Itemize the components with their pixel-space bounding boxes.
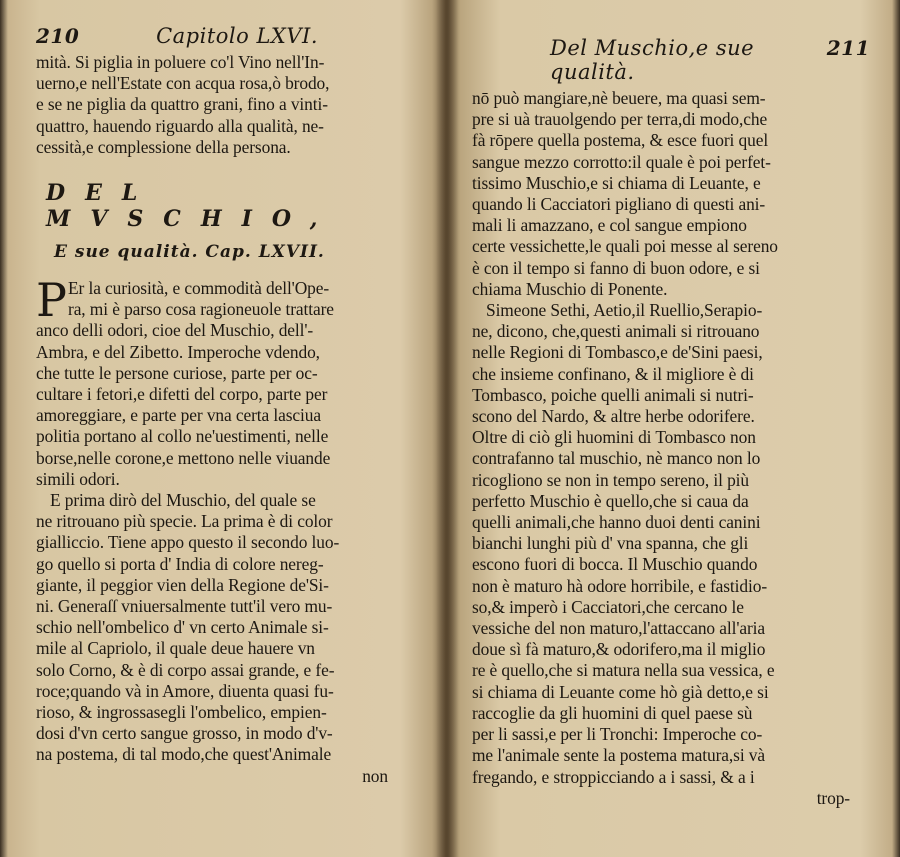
text-line: me l'animale sente la postema matura,si và [472, 745, 766, 766]
text-line: ne ritrouano più specie. La prima è di color [36, 511, 333, 532]
text-line: uerno,e nell'Estate con acqua rosa,ò brodo, [36, 73, 330, 94]
right-running-title: Del Muschio,e sue qualità. [550, 36, 755, 84]
text-line: gialliccio. Tiene appo questo il secondo luo- [36, 532, 340, 553]
text-line: ne, dicono, che,questi animali si ritrouano [472, 321, 760, 342]
right-catchword: trop- [816, 787, 850, 808]
text-line: pre si uà trauolgendo per terra,di modo,che [472, 109, 768, 130]
text-line: go quello si porta d' India di colore nereg- [36, 553, 324, 574]
text-line: è con il tempo si fanno di buon odore, e si [472, 257, 760, 278]
text-line: solo Corno, & è di corpo assai grande, e fe- [36, 659, 335, 680]
text-line: anco delli odori, cioe del Muschio, dell'- [36, 320, 314, 341]
text-line: Oltre di ciò gli huomini di Tombasco non [472, 427, 756, 448]
text-line: ni. Generaſſ vniuersalmente tutt'il vero mu- [36, 596, 333, 617]
text-line: per li sassi,e per li Tronchi: Imperoche co- [472, 724, 763, 745]
text-line: ricogliono se non in tempo sereno, il più [472, 469, 750, 490]
text-line: quando li Cacciatori pigliano di questi ani- [472, 194, 766, 215]
text-line: cultare i fetori,e difetti del corpo, parte per [36, 384, 328, 405]
text-line: scono del Nardo, & altre herbe odorifere. [472, 406, 755, 427]
text-line: fà rōpere quella postema, & esce fuori quel [472, 130, 769, 151]
text-line: e se ne piglia da quattro grani, fino a vinti- [36, 94, 328, 115]
right-running-head [472, 36, 870, 84]
text-line: Simeone Sethi, Aetio,il Ruellio,Serapio- [486, 300, 763, 321]
text-line: bianchi lunghi più d' vna spanna, che gli [472, 533, 749, 554]
text-line: dosi d'vn certo sangue grosso, in modo d'v- [36, 723, 333, 744]
text-line: che insieme confinano, & il migliore è di [472, 363, 754, 384]
text-line: quattro, hauendo riguardo alla qualità, ne- [36, 115, 324, 136]
text-line: E prima dirò del Muschio, del quale se [50, 490, 316, 511]
text-line: so,& imperò i Cacciatori,che cercano le [472, 596, 744, 617]
left-running-head [36, 24, 428, 48]
text-line: doue sì fà maturo,& odorifero,ma il miglio [472, 639, 766, 660]
text-line: contrafanno tal muschio, nè manco non lo [472, 448, 761, 469]
chapter-heading: DEL MVSCHIO, [46, 180, 338, 233]
left-running-title: Capitolo LXVI. [156, 24, 318, 48]
text-line: re è quello,che si matura nella sua vessica, e [472, 660, 775, 681]
text-line: perfetto Muschio è quello,che si caua da [472, 490, 749, 511]
text-line: mità. Si piglia in poluere co'l Vino nell'In- [36, 52, 325, 72]
text-line: borse,nelle corone,e mettono nelle viuande [36, 447, 331, 468]
text-line: escono fuori di bocca. Il Muschio quando [472, 554, 758, 575]
text-line: raccoglie da gli huomini di quel paese sù [472, 702, 753, 723]
right-paragraph-1 [472, 88, 870, 300]
text-line: tissimo Muschio,e si chiama di Leuante, e [472, 172, 761, 193]
text-line: politia portano al collo ne'uestimenti, nelle [36, 426, 329, 447]
text-line: simili odori. [36, 468, 120, 489]
left-catchword: non [362, 765, 388, 786]
right-page-number: 211 [826, 36, 870, 60]
text-line: giante, il peggior vien della Regione de'Si- [36, 574, 329, 595]
text-line: amoreggiare, e parte per vna certa lasciua [36, 405, 321, 426]
left-page [0, 0, 446, 857]
text-line: Tombasco, poiche quelli animali si nutri- [472, 384, 754, 405]
left-paragraph-2 [36, 490, 428, 766]
text-line: Er la curiosità, e commodità dell'Ope- [68, 278, 330, 299]
text-line: si chiama di Leuante come hò già detto,e si [472, 681, 769, 702]
text-line: nō può mangiare,nè beuere, ma quasi sem- [472, 88, 766, 108]
text-line: vessiche del non maturo,l'attaccano all'aria [472, 618, 766, 639]
opening-paragraph [36, 273, 428, 328]
right-page [450, 0, 900, 857]
text-line: ra, mi è parso cosa ragioneuole trattare [68, 299, 334, 320]
text-line: cessità,e complessione della persona. [36, 136, 291, 157]
text-line: fregando, e stroppicciando a i sassi, & a i [472, 766, 755, 787]
text-line: quelli animali,che hanno duoi denti canini [472, 512, 761, 533]
text-line: schio nell'ombelico d' vn certo Animale si- [36, 617, 329, 638]
text-line: roce;quando và in Amore, diuenta quasi fu- [36, 680, 334, 701]
left-page-number: 210 [36, 24, 80, 48]
text-line: non è maturo hà odore horribile, e fastidio- [472, 575, 768, 596]
text-line: mile al Capriolo, il quale deue hauere vn [36, 638, 315, 659]
left-top-text [36, 52, 428, 158]
text-line: nelle Regioni di Tombasco,e de'Sini paesi, [472, 342, 763, 363]
text-line: certe vessichette,le quali poi messe al sereno [472, 236, 778, 257]
text-line: rioso, & ingrossasegli l'ombelico, empien- [36, 702, 327, 723]
text-line: mali li amazzano, e col sangue empiono [472, 215, 747, 236]
text-line: Ambra, e del Zibetto. Imperoche vdendo, [36, 341, 320, 362]
chapter-subheading: E sue qualità. Cap. LXVII. [54, 242, 325, 263]
drop-cap: P [36, 273, 67, 328]
right-paragraph-2 [472, 300, 870, 788]
dropcap-lines [68, 278, 334, 320]
text-line: chiama Muschio di Ponente. [472, 278, 668, 299]
text-line: che tutte le persone curiose, parte per oc- [36, 362, 318, 383]
text-line: na postema, di tal modo,che quest'Animale [36, 744, 332, 765]
text-line: sangue mezzo corrotto:il quale è poi perfet- [472, 151, 771, 172]
left-body-text [36, 320, 428, 490]
